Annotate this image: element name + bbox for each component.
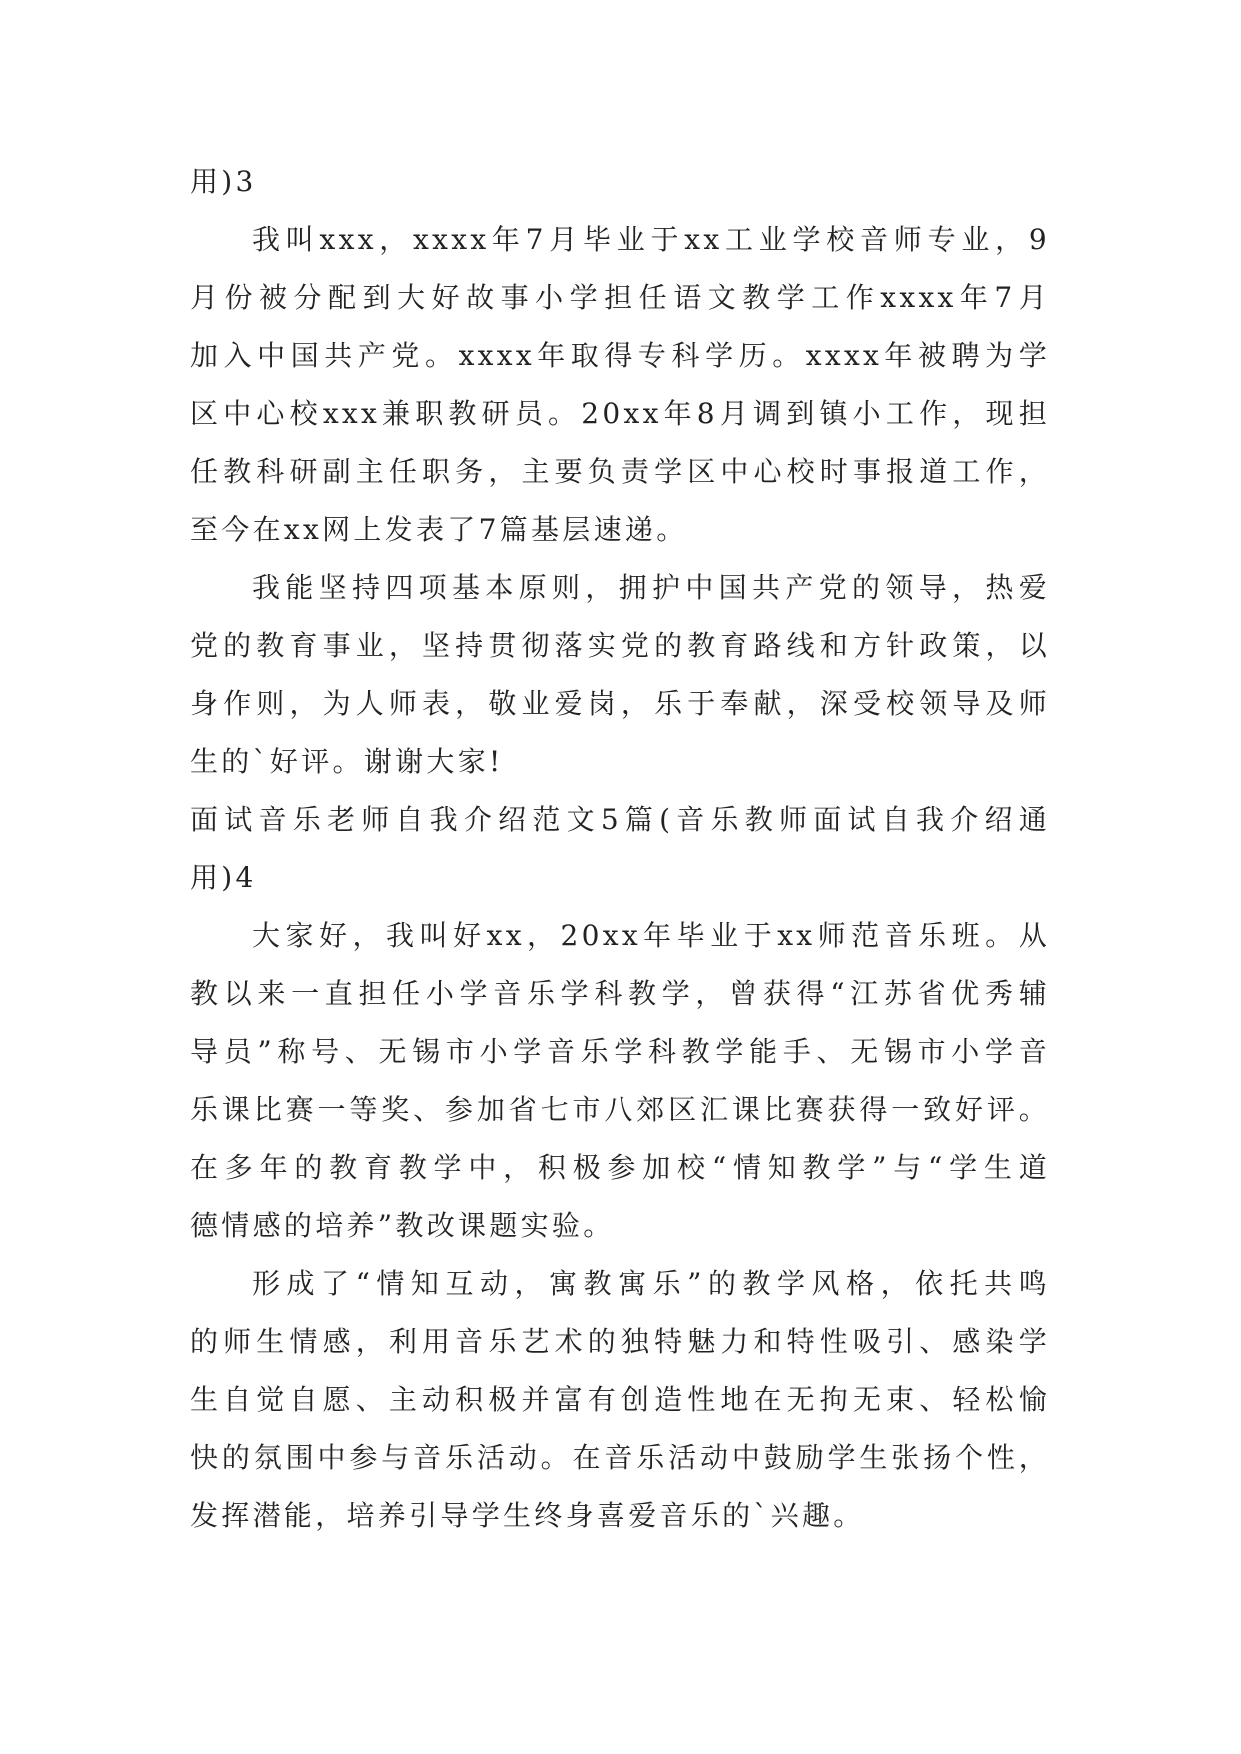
text-line: 生自觉自愿、主动积极并富有创造性地在无拘无束、轻松愉 (190, 1383, 1050, 1416)
text-line: 生的`好评。谢谢大家! (190, 745, 504, 778)
text-line: 身作则，为人师表，敬业爱岗，乐于奉献，深受校领导及师 (190, 687, 1050, 720)
text-line: 发挥潜能，培养引导学生终身喜爱音乐的`兴趣。 (190, 1499, 865, 1532)
text-line: 快的氛围中参与音乐活动。在音乐活动中鼓励学生张扬个性， (190, 1441, 1050, 1474)
text-line: 区中心校xxx兼职教研员。20xx年8月调到镇小工作，现担 (190, 397, 1050, 430)
text-line: 党的教育事业，坚持贯彻落实党的教育路线和方针政策，以 (190, 629, 1050, 662)
text-line: 德情感的培养”教改课题实验。 (190, 1209, 615, 1242)
text-line: 大家好，我叫好xx，20xx年毕业于xx师范音乐班。从 (252, 919, 1050, 952)
text-line: 月份被分配到大好故事小学担任语文教学工作xxxx年7月 (190, 281, 1050, 314)
text-line: 至今在xx网上发表了7篇基层速递。 (190, 513, 688, 546)
text-line: 用)3 (190, 165, 257, 198)
text-line: 我能坚持四项基本原则，拥护中国共产党的领导，热爱 (252, 571, 1050, 604)
text-line: 教以来一直担任小学音乐学科教学，曾获得“江苏省优秀辅 (190, 977, 1050, 1010)
text-line: 在多年的教育教学中，积极参加校“情知教学”与“学生道 (190, 1151, 1050, 1184)
text-line: 我叫xxx，xxxx年7月毕业于xx工业学校音师专业，9 (252, 223, 1050, 256)
text-line: 加入中国共产党。xxxx年取得专科学历。xxxx年被聘为学 (190, 339, 1050, 372)
section-heading-line: 面试音乐老师自我介绍范文5篇(音乐教师面试自我介绍通 (190, 803, 1050, 836)
text-line: 形成了“情知互动，寓教寓乐”的教学风格，依托共鸣 (252, 1267, 1050, 1300)
text-line: 的师生情感，利用音乐艺术的独特魅力和特性吸引、感染学 (190, 1325, 1050, 1358)
text-line: 导员”称号、无锡市小学音乐学科教学能手、无锡市小学音 (190, 1035, 1050, 1068)
text-line: 任教科研副主任职务，主要负责学区中心校时事报道工作， (190, 455, 1050, 488)
section-heading-line: 用)4 (190, 861, 257, 894)
text-line: 乐课比赛一等奖、参加省七市八郊区汇课比赛获得一致好评。 (190, 1093, 1050, 1126)
